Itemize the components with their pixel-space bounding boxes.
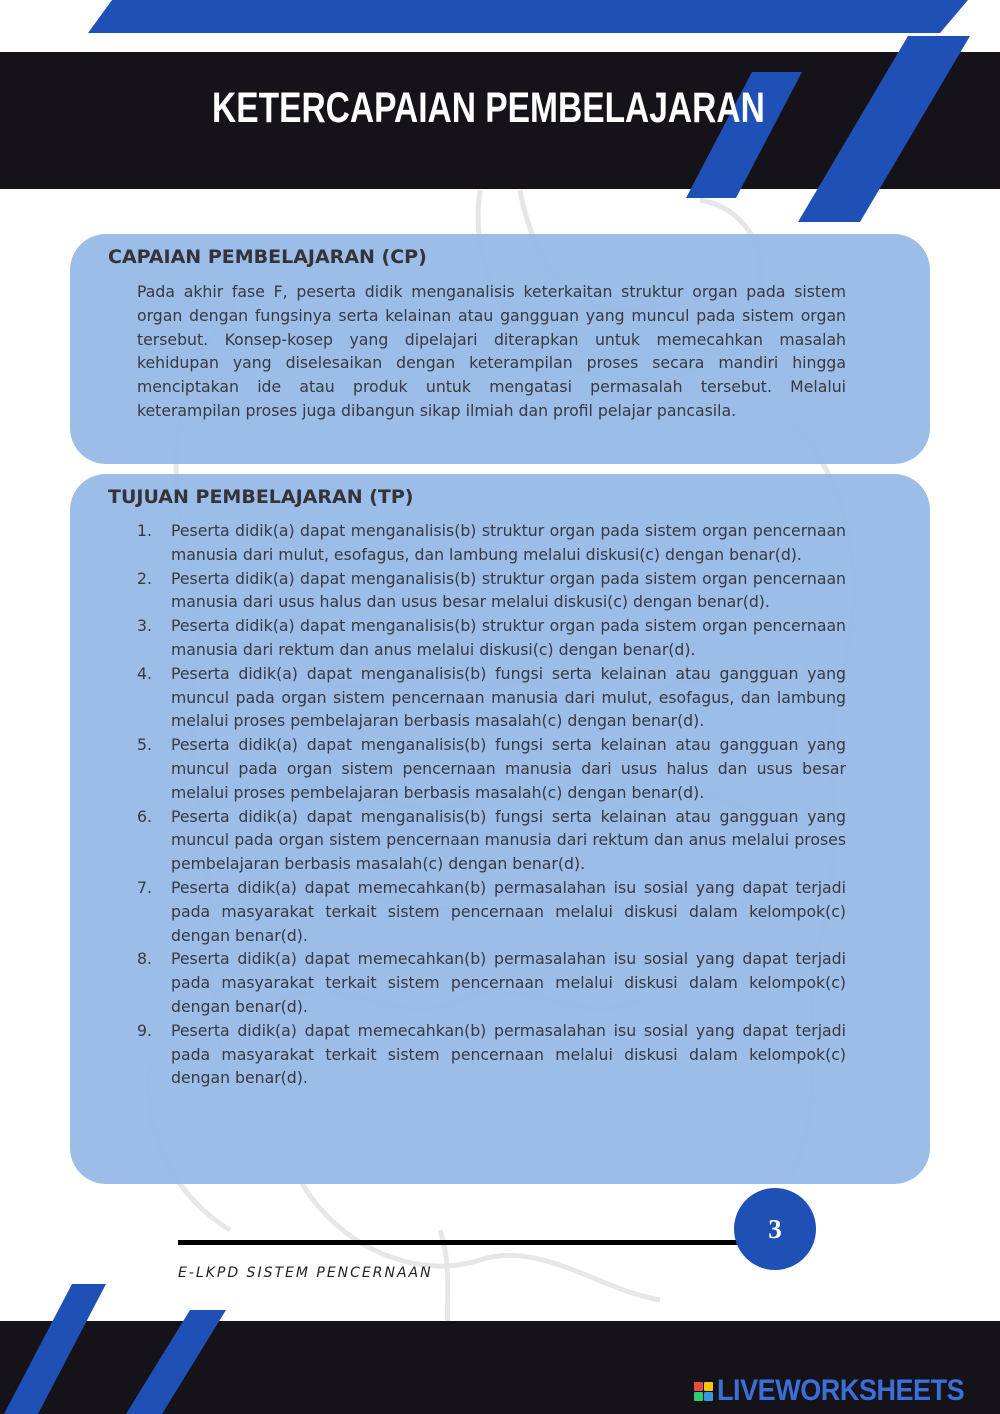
- list-item-number: 5.: [137, 735, 152, 755]
- list-item: [137, 614, 846, 662]
- list-item: [137, 733, 846, 804]
- list-item-number: 6.: [137, 806, 152, 826]
- cp-heading: CAPAIAN PEMBELAJARAN (CP): [108, 246, 427, 268]
- page-title: KETERCAPAIAN PEMBELAJARAN: [212, 84, 765, 132]
- list-item-text: Peserta didik(a) dapat menganalisis(b) struktur organ pada sistem organ pencernaan manusia dari mulut, esofagus, dan lambung melalui diskusi(c) dengan benar(d).: [171, 521, 846, 564]
- liveworksheets-brand: LIVEWORKSHEETS: [717, 1374, 965, 1407]
- list-item-text: Peserta didik(a) dapat menganalisis(b) fungsi serta kelainan atau gangguan yang muncul pada organ sistem pencernaan manusia dari mulut, esofagus, dan lambung melalui proses pembelajaran berbasis masalah(c) dengan benar(d).: [171, 663, 846, 731]
- cp-paragraph: Pada akhir fase F, peserta didik menganalisis keterkaitan struktur organ pada sistem organ dengan fungsinya serta kelainan atau gangguan yang muncul pada sistem organ tersebut. Konsep-kosep yang dipelajari diterapkan untuk memecahkan masalah kehidupan yang diselesaikan dengan keterampilan proses secara mandiri hingga menciptakan ide atau produk untuk mengatasi permasalah tersebut. Melalui keterampilan proses juga dibangun sikap ilmiah dan profil pelajar pancasila.: [137, 282, 846, 420]
- list-item-number: 3.: [137, 616, 152, 636]
- footer-caption: E-LKPD SISTEM PENCERNAAN: [178, 1265, 433, 1281]
- tp-heading: TUJUAN PEMBELAJARAN (TP): [108, 486, 414, 508]
- list-item-text: Peserta didik(a) dapat memecahkan(b) permasalahan isu sosial yang dapat terjadi pada masyarakat terkait sistem pencernaan melalui diskusi dalam kelompok(c) dengan benar(d).: [171, 949, 846, 1016]
- list-item-number: 4.: [137, 663, 152, 683]
- bottom-stripe-left: [4, 1284, 106, 1414]
- list-item: [137, 567, 846, 615]
- list-item: [137, 1019, 846, 1090]
- footer-divider: [178, 1240, 758, 1245]
- page-number-badge: [734, 1188, 816, 1270]
- list-item-text: Peserta didik(a) dapat menganalisis(b) fungsi serta kelainan atau gangguan yang muncul pada organ sistem pencernaan manusia dari usus halus dan usus besar melalui proses pembelajaran berbasis masalah(c) dengan benar(d).: [171, 735, 846, 802]
- liveworksheets-icon: [694, 1382, 713, 1401]
- list-item-text: Peserta didik(a) dapat menganalisis(b) struktur organ pada sistem organ pencernaan manusia dari rektum dan anus melalui diskusi(c) dengan benar(d).: [171, 616, 846, 659]
- list-item-text: Peserta didik(a) dapat menganalisis(b) fungsi serta kelainan atau gangguan yang muncul pada organ sistem pencernaan manusia dari rektum dan anus melalui proses pembelajaran berbasis masalah(c) dengan benar(d).: [171, 806, 846, 874]
- list-item-number: 9.: [137, 1020, 152, 1040]
- page-number: 3: [768, 1213, 782, 1244]
- list-item-number: 8.: [137, 949, 152, 969]
- list-item: [137, 947, 846, 1018]
- bottom-stripe-right: [126, 1310, 226, 1414]
- list-item-text: Peserta didik(a) dapat menganalisis(b) struktur organ pada sistem organ pencernaan manusia dari usus halus dan usus besar melalui diskusi(c) dengan benar(d).: [171, 568, 846, 612]
- list-item: [137, 805, 846, 876]
- liveworksheets-logo[interactable]: [694, 1374, 992, 1408]
- list-item: [137, 519, 846, 567]
- list-item-number: 7.: [137, 877, 152, 897]
- bottom-blue-stripes: [0, 1270, 300, 1414]
- list-item-text: Peserta didik(a) dapat memecahkan(b) permasalahan isu sosial yang dapat terjadi pada masyarakat terkait sistem pencernaan melalui diskusi dalam kelompok(c) dengan benar(d).: [171, 877, 846, 945]
- list-item-number: 2.: [137, 568, 152, 588]
- list-item-text: Peserta didik(a) dapat memecahkan(b) permasalahan isu sosial yang dapat terjadi pada masyarakat terkait sistem pencernaan melalui diskusi dalam kelompok(c) dengan benar(d).: [171, 1020, 846, 1088]
- list-item: [137, 876, 846, 947]
- list-item-number: 1.: [137, 521, 152, 540]
- list-item: [137, 662, 846, 733]
- tp-list: [137, 519, 846, 1090]
- header-stripe-right: [798, 36, 970, 222]
